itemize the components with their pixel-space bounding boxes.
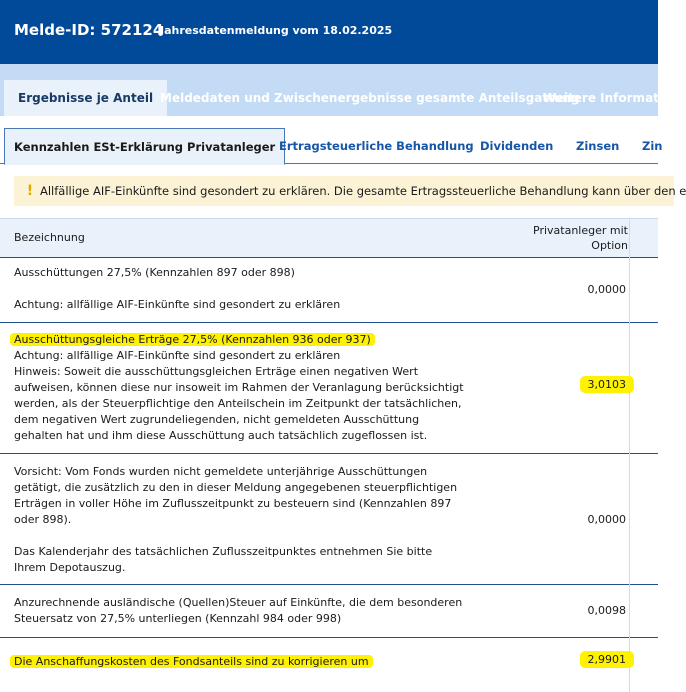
column-header-privatanleger [533, 223, 628, 253]
tab-weitere-information[interactable]: Weitere Information [543, 91, 680, 105]
table-row [0, 323, 658, 454]
row-value [580, 653, 635, 666]
row-line: Achtung: allfällige AIF-Einkünfte sind gesondert zu erklären [14, 298, 341, 311]
row-line: Steuersatz von 27,5% unterliegen (Kennzahl 984 oder 998) [14, 612, 342, 625]
row-line: Erträgen in voller Höhe im Zuflusszeitpunkt zu besteuern sind (Kennzahlen 897 [14, 497, 452, 510]
row-line: Achtung: allfällige AIF-Einkünfte sind gesondert zu erklären [14, 349, 341, 362]
row-label [14, 332, 464, 444]
table-row [0, 638, 658, 692]
page-header [0, 0, 658, 60]
row-label [14, 464, 457, 576]
column-header-line2: Option [591, 239, 628, 252]
table-row [0, 454, 658, 585]
table-row [0, 585, 658, 638]
report-subtitle: Jahresdatenmeldung vom 18.02.2025 [160, 24, 393, 37]
row-value: 0,0000 [587, 513, 626, 526]
row-label [14, 595, 462, 627]
tab-ergebnisse-je-anteil[interactable]: Ergebnisse je Anteil [4, 80, 167, 116]
row-line: oder 898). [14, 513, 72, 526]
highlighted-value: 2,9901 [580, 651, 635, 668]
table-right-border [629, 218, 630, 692]
tab-kennzahlen-est[interactable]: Kennzahlen ESt-Erklärung Privatanleger [4, 128, 285, 165]
row-label [14, 265, 340, 313]
highlighted-row-title: Die Anschaffungskosten des Fondsanteils sind zu korrigieren um [10, 655, 373, 668]
column-header-bezeichnung: Bezeichnung [14, 231, 85, 244]
row-line: Anzurechnende ausländische (Quellen)Steuer auf Einkünfte, die dem besonderen [14, 596, 463, 609]
row-line: Ausschüttungen 27,5% (Kennzahlen 897 oder 898) [14, 266, 295, 279]
row-line: dem negativen Wert zugrundeliegenden, nicht gemeldeten Ausschüttung [14, 413, 420, 426]
row-line: Vorsicht: Vom Fonds wurden nicht gemeldete unterjährige Ausschüttungen [14, 465, 428, 478]
melde-id-title: Melde-ID: 572124 [14, 21, 164, 39]
exclamation-icon: ! [26, 183, 34, 199]
row-value: 0,0000 [587, 283, 626, 296]
aif-warning-banner [14, 176, 686, 206]
row-line: aufweisen, können diese nur insoweit im Rahmen der Veranlagung berücksichtigt [14, 381, 464, 394]
tab-more[interactable]: Zin [642, 139, 663, 153]
warning-text: Allfällige AIF-Einkünfte sind gesondert zu erklären. Die gesamte Ertragssteuerliche Behandlung kann über den e [40, 184, 686, 198]
row-line: werden, als der Steuerpflichtige den Anteilschein im Zeitpunkt der tatsächlichen, [14, 397, 462, 410]
row-line [14, 528, 457, 544]
row-value [580, 378, 635, 391]
tab-dividenden[interactable]: Dividenden [480, 139, 554, 153]
table-header [0, 218, 658, 258]
highlighted-value: 3,0103 [580, 376, 635, 393]
tab-meldedaten[interactable]: Meldedaten und Zwischenergebnisse gesamte Anteilsgattung [160, 91, 580, 105]
row-label [14, 654, 373, 670]
sub-tab-bar [0, 116, 663, 164]
column-header-line1: Privatanleger mit [533, 224, 628, 237]
tab-ertragsteuerliche-behandlung[interactable]: Ertragsteuerliche Behandlung [279, 139, 474, 153]
row-line: Ihrem Depotauszug. [14, 561, 126, 574]
main-tab-bar [0, 60, 680, 116]
row-line [14, 281, 340, 297]
table-row [0, 258, 658, 323]
tab-zinsen[interactable]: Zinsen [576, 139, 620, 153]
row-line: getätigt, die zusätzlich zu den in dieser Meldung angegebenen steuerpflichtigen [14, 481, 458, 494]
row-value: 0,0098 [587, 604, 626, 617]
row-line: gehalten hat und ihm diese Ausschüttung auch tatsächlich zugeflossen ist. [14, 429, 428, 442]
highlighted-row-title: Ausschüttungsgleiche Erträge 27,5% (Kennzahlen 936 oder 937) [10, 333, 375, 346]
row-line: Hinweis: Soweit die ausschüttungsgleichen Erträge einen negativen Wert [14, 365, 419, 378]
row-line: Das Kalenderjahr des tatsächlichen Zuflusszeitpunktes entnehmen Sie bitte [14, 545, 433, 558]
